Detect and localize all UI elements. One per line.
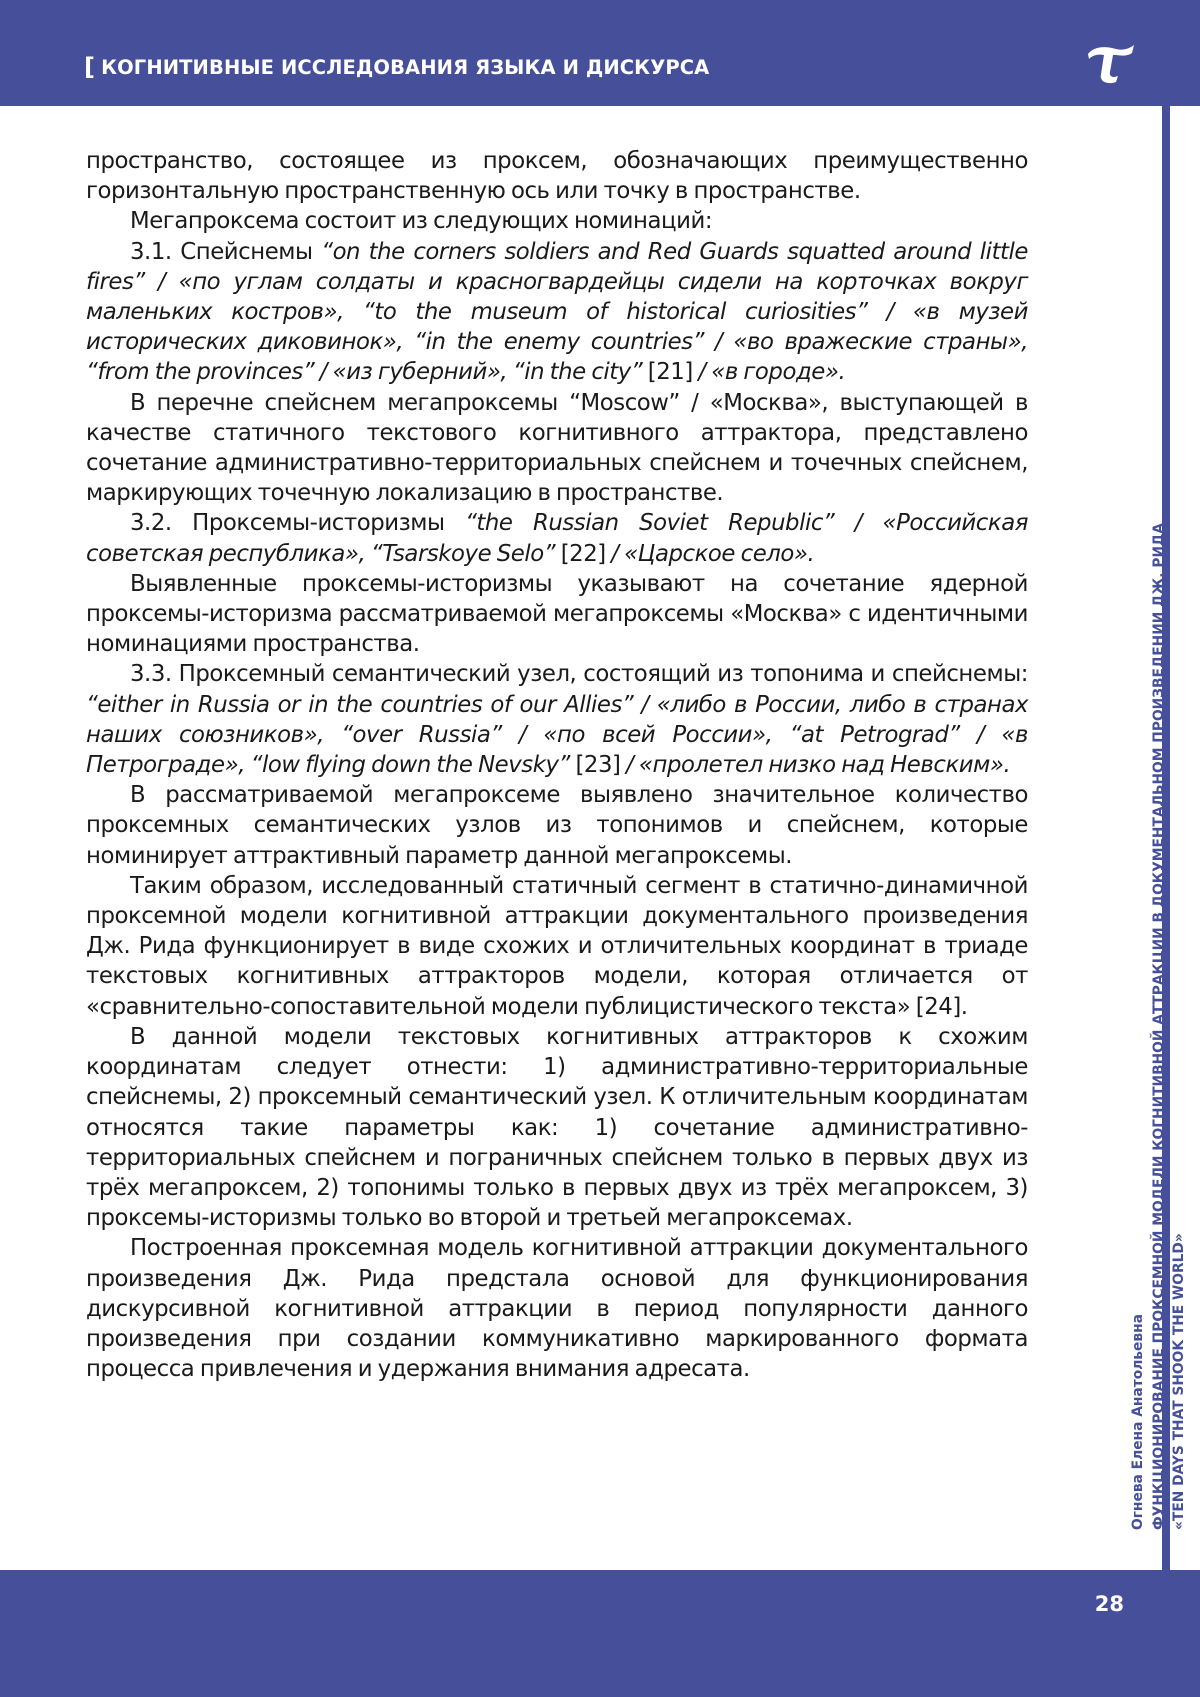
- running-sidebar: [1128, 470, 1190, 1530]
- paragraph: В данной модели текстовых когнитивных аттракторов к схожим координатам следует отнести: 1) административно-территориальные спейснемы, 2) проксемный семантический узел. К отличительным координатам относятся такие параметры как: 1) сочетание административно-территориальных спейснем и пограничных спейснем только в первых двух из трёх мегапроксем, 2) топонимы только в первых двух из трёх мегапроксем, 3) проксемы-историзмы только во второй и третьей мегапроксемах.: [86, 1023, 1028, 1232]
- paragraph: [86, 237, 1028, 388]
- quoted-example-end: / «в городе».: [698, 359, 846, 386]
- paragraph: [86, 659, 1028, 780]
- paragraph: Таким образом, исследованный статичный сегмент в статично-динамичной проксемной модели когнитивной аттракции документального произведения Дж. Рида функционирует в виде схожих и отличительных координат в триаде текстовых когнитивных аттракторов модели, которая отличается от «сравнительно-сопоставительной модели публицистического текста» [24].: [86, 872, 1028, 1020]
- page-header: [0, 0, 1200, 106]
- page-footer: [0, 1570, 1200, 1697]
- citation: [21]: [647, 359, 699, 386]
- paragraph: [86, 508, 1028, 568]
- page-number: 28: [1094, 1592, 1124, 1616]
- paragraph-lead: 3.3. Проксемный семантический узел, состоящий из топонима и спейснемы:: [130, 661, 1028, 688]
- section-title-text: КОГНИТИВНЫЕ ИССЛЕДОВАНИЯ ЯЗЫКА И ДИСКУРСА: [101, 56, 710, 79]
- sidebar-article-title-en: «TEN DAYS THAT SHOOK THE WORLD»: [1171, 1233, 1187, 1530]
- quoted-example-end: / «Царское село».: [611, 540, 815, 567]
- citation: [23]: [575, 752, 627, 779]
- sidebar-article-title: ФУНКЦИОНИРОВАНИЕ ПРОКСЕМНОЙ МОДЕЛИ КОГНИТИВНОЙ АТТРАКЦИИ В ДОКУМЕНТАЛЬНОМ ПРОИЗВЕДЕНИИ ДЖ. РИДА: [1150, 523, 1167, 1530]
- paragraph: Мегапроксема состоит из следующих номинаций:: [130, 208, 713, 235]
- paragraph-lead: 3.1. Спейснемы: [130, 238, 322, 265]
- section-title: [84, 52, 709, 80]
- quoted-example-end: / «пролетел низко над Невским».: [626, 752, 1011, 779]
- paragraph: В рассматриваемой мегапроксеме выявлено значительное количество проксемных семантических узлов из топонимов и спейснем, которые номинирует аттрактивный параметр данной мегапроксемы.: [86, 782, 1028, 869]
- quoted-examples: “on the corners soldiers and Red Guards squatted around little fires” / «по углам солдаты и красногвардейцы сидели на корточках вокруг маленьких костров», “to the museum of historical curiosities” / «в музей исторических диковинок», “in the enemy countries” / «во вражеские страны», “from the provinces” / «из губерний», “in the city”: [86, 238, 1028, 386]
- header-bracket: [: [84, 53, 96, 81]
- article-body: [86, 146, 1028, 1384]
- quoted-examples: “either in Russia or in the countries of our Allies” / «либо в России, либо в странах наших союзников», “over Russia” / «по всей России», “at Petrograd” / «в Петрограде», “low flying down the Nevsky”: [86, 691, 1028, 779]
- paragraph: В перечне спейснем мегапроксемы “Moscow” / «Москва», выступающей в качестве статичного текстового когнитивного аттрактора, представлено сочетание административно-территориальных спейснем и точечных спейснем, маркирующих точечную локализацию в пространстве.: [86, 389, 1028, 507]
- paragraph: Выявленные проксемы-историзмы указывают на сочетание ядерной проксемы-историзма рассматриваемой мегапроксемы «Москва» с идентичными номинациями пространства.: [86, 570, 1028, 658]
- paragraph: Построенная проксемная модель когнитивной аттракции документального произведения Дж. Рида предстала основой для функционирования дискурсивной когнитивной аттракции в период популярности данного произведения при создании коммуникативно маркированного формата процесса привлечения и удержания внимания адресата.: [86, 1235, 1028, 1383]
- citation: [22]: [560, 540, 612, 567]
- paragraph-lead: 3.2. Проксемы-историзмы: [130, 510, 466, 537]
- sidebar-author: Огнева Елена Анатольевна: [1130, 1314, 1146, 1530]
- paragraph: пространство, состоящее из проксем, обозначающих преимущественно горизонтальную пространственную ось или точку в пространстве.: [86, 148, 1028, 205]
- quoted-examples: “the Russian Soviet Republic” / «Российская советская республика», “Tsarskoye Selo”: [86, 510, 1028, 567]
- journal-logo-icon: [1086, 44, 1136, 84]
